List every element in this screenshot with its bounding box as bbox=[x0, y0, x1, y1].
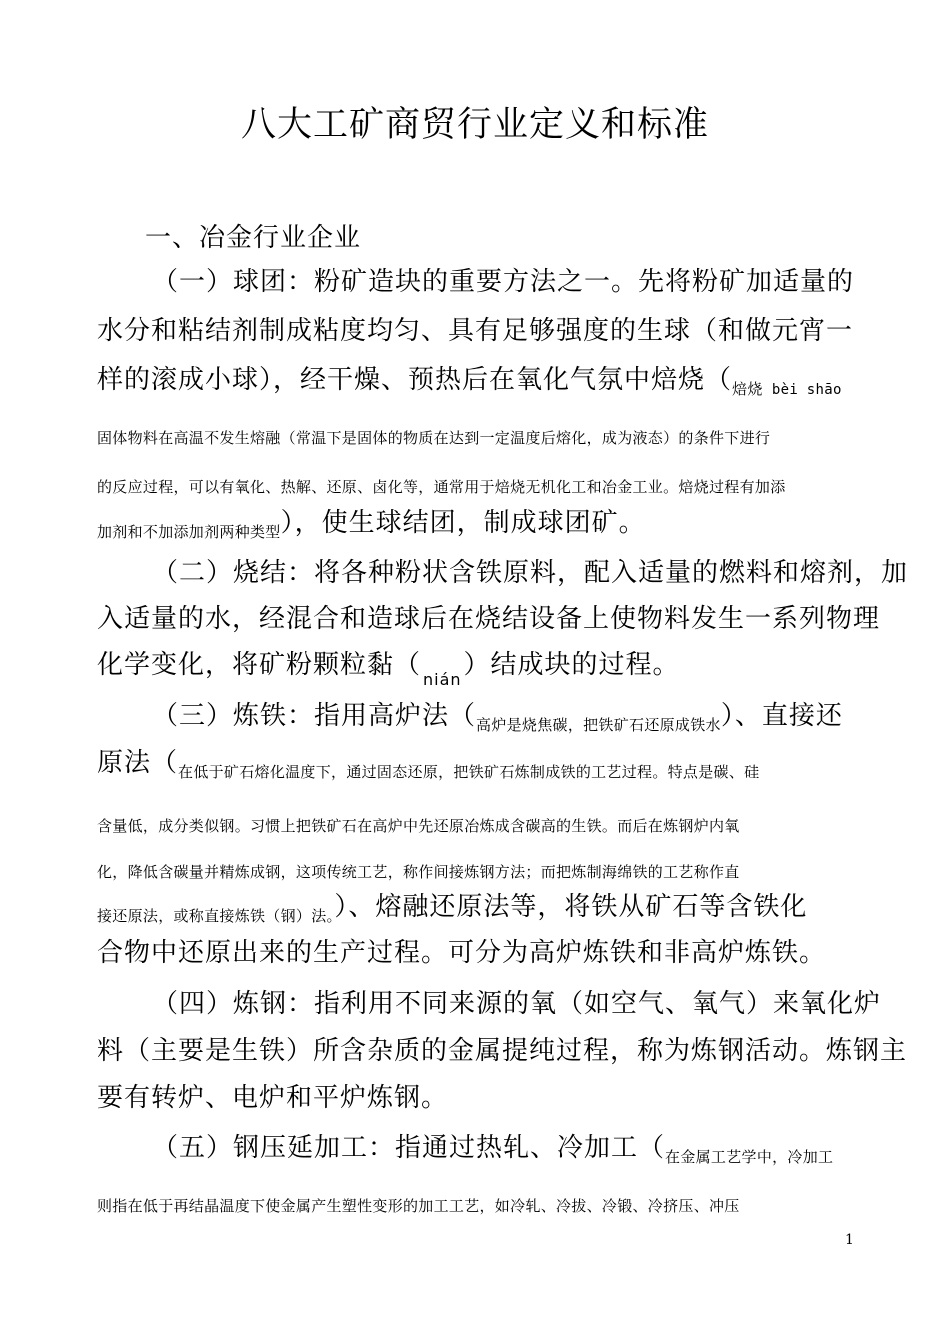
p3-note-line-2: 化，降低含碳量并精炼成钢，这项传统工艺，称作间接炼钢方法；而把炼制海绵铁的工艺称作直 bbox=[97, 863, 740, 881]
p1-note-line-1: 固体物料在高温不发生熔融（常温下是固体的物质在达到一定温度后熔化，成为液态）的条件下进行 bbox=[97, 429, 771, 447]
p2-line-3-text-a: 化学变化，将矿粉颗粒黏（ bbox=[97, 650, 422, 680]
p1-line-2: 水分和粘结剂制成粘度均匀、具有足够强度的生球（和做元宵一 bbox=[97, 316, 854, 346]
p3-line-1 bbox=[152, 696, 912, 745]
p3-line-6: 合物中还原出来的生产过程。可分为高炉炼铁和非高炉炼铁。 bbox=[97, 938, 827, 968]
p4-line-2: 料（主要是生铁）所含杂质的金属提纯过程，称为炼钢活动。炼钢主 bbox=[97, 1036, 908, 1066]
p3-line-2-text: 原法（ bbox=[97, 748, 179, 778]
p3-note-start: 在低于矿石熔化温度下，通过固态还原，把铁矿石炼制成铁的工艺过程。特点是碳、硅 bbox=[178, 763, 760, 781]
p5-note-line-1: 则指在低于再结晶温度下使金属产生塑性变形的加工工艺，如冷轧、冷拔、冷锻、冷挤压、冲压 bbox=[97, 1197, 740, 1215]
p4-line-1: （四）炼钢：指利用不同来源的氧（如空气、氧气）来氧化炉 bbox=[152, 989, 882, 1019]
p2-pinyin: nián bbox=[423, 670, 462, 689]
p1-line-4-text: ），使生球结团，制成球团矿。 bbox=[280, 508, 646, 538]
p1-footnote-pinyin: bèi shāo bbox=[771, 382, 842, 398]
section-heading: 一、冶金行业企业 bbox=[145, 223, 362, 253]
p4-line-3: 要有转炉、电炉和平炉炼钢。 bbox=[97, 1083, 449, 1113]
p3-line-5-text: ）、熔融还原法等，将铁从矿石等含铁化 bbox=[334, 892, 808, 922]
p2-line-3 bbox=[97, 645, 857, 700]
p1-line-1: （一）球团：粉矿造块的重要方法之一。先将粉矿加适量的 bbox=[152, 267, 855, 297]
page-title: 八大工矿商贸行业定义和标准 bbox=[240, 105, 709, 145]
p2-line-2: 入适量的水，经混合和造球后在烧结设备上使物料发生一系列物理 bbox=[97, 604, 881, 634]
page-number: 1 bbox=[845, 1232, 854, 1248]
p5-line-1 bbox=[152, 1128, 912, 1177]
p1-line-3 bbox=[97, 360, 857, 410]
p5-note-start: 在金属工艺学中，冷加工 bbox=[665, 1148, 834, 1166]
p2-line-3-text-b: ）结成块的过程。 bbox=[463, 650, 680, 680]
p3-line-1-text-b: ）、直接还 bbox=[720, 701, 843, 731]
p1-line-4 bbox=[97, 503, 857, 552]
p1-footnote-term: 焙烧 bbox=[732, 380, 763, 398]
p5-line-1-text: （五）钢压延加工：指通过热轧、冷加工（ bbox=[152, 1133, 666, 1163]
p1-line-3-text: 样的滚成小球），经干燥、预热后在氧化气氛中焙烧（ bbox=[97, 365, 733, 395]
p3-inline-note: 高炉是烧焦碳，把铁矿石还原成铁水 bbox=[476, 716, 721, 734]
p1-note-tail: 加剂和不加添加剂两种类型 bbox=[97, 523, 281, 541]
p1-note-line-2: 的反应过程，可以有氧化、热解、还原、卤化等，通常用于焙烧无机化工和冶金工业。焙烧过程有加添 bbox=[97, 478, 786, 496]
p2-line-1: （二）烧结：将各种粉状含铁原料，配入适量的燃料和熔剂，加 bbox=[152, 558, 909, 588]
p3-line-1-text-a: （三）炼铁：指用高炉法（ bbox=[152, 701, 477, 731]
p3-note-tail: 接还原法，或称直接炼铁（钢）法。 bbox=[97, 907, 335, 925]
p3-note-line-1: 含量低，成分类似钢。习惯上把铁矿石在高炉中先还原冶炼成含碳高的生铁。而后在炼钢炉内氧 bbox=[97, 817, 740, 835]
p3-line-5 bbox=[97, 887, 857, 936]
p3-line-2 bbox=[97, 743, 857, 792]
